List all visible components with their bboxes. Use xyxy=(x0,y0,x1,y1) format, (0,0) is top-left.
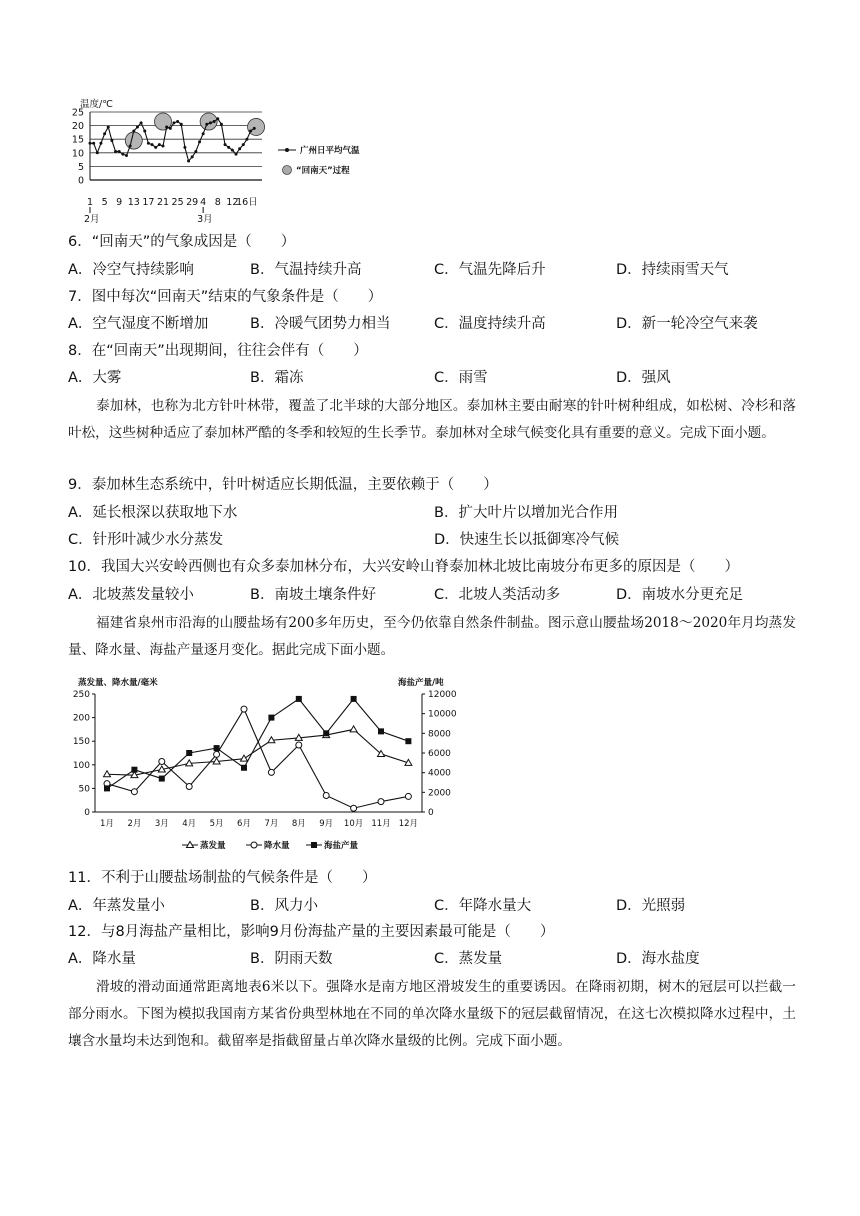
question-stem: 7．图中每次“回南天”结束的气象条件是（ ） xyxy=(68,289,383,305)
question-option-c[interactable]: C．雨雪 xyxy=(434,370,488,386)
temperature-point xyxy=(235,153,238,156)
legend-salt-output: 海盐产量 xyxy=(324,841,359,851)
temperature-axis-label: 温度/℃ xyxy=(80,99,113,110)
temperature-point xyxy=(143,130,146,133)
temperature-point xyxy=(154,146,157,149)
salt-output-point xyxy=(159,776,165,782)
month-tick-label: 6月 xyxy=(237,819,251,829)
temperature-point xyxy=(129,145,132,148)
question-option-b[interactable]: B．气温持续升高 xyxy=(250,262,362,278)
temperature-point xyxy=(147,142,150,145)
temperature-point xyxy=(176,120,179,123)
month-tick-label: 9月 xyxy=(319,819,334,829)
evaporation-point xyxy=(241,755,248,761)
temperature-point xyxy=(249,130,252,133)
question-option-a[interactable]: A．降水量 xyxy=(68,951,136,967)
left-tick-label: 250 xyxy=(72,690,90,700)
passage-salt-field: 福建省泉州市沿海的山腰盐场有200多年历史，至今仍依靠自然条件制盐。图示意山腰盐场2018～2020年月均蒸发量、降水量、海盐产量逐月变化。据此完成下面小题。 xyxy=(68,615,796,658)
question-option-c[interactable]: C．气温先降后升 xyxy=(434,262,546,278)
legend-evaporation: 蒸发量 xyxy=(200,841,226,851)
y-tick-label: 0 xyxy=(77,175,84,187)
x-tick-label: 4 xyxy=(200,197,207,208)
legend-huinantian-marker xyxy=(283,166,292,175)
temperature-point xyxy=(187,159,190,162)
month-tick-label: 2月 xyxy=(127,819,142,829)
temperature-line xyxy=(90,119,254,161)
passage-taiga: 泰加林，也称为北方针叶林带，覆盖了北半球的大部分地区。泰加林主要由耐寒的针叶树种组成，如松树、冷杉和落叶松，这些树种适应了泰加林严酷的冬季和较短的生长季节。泰加林对全球气候变化具有重要的意义。完成下面小题。 xyxy=(68,398,796,441)
temperature-point xyxy=(125,154,128,157)
question-10-option-a[interactable]: A．北坡蒸发量较小 xyxy=(68,587,194,603)
precipitation-point xyxy=(241,706,247,712)
temperature-point xyxy=(103,132,106,135)
month-tick-label: 8月 xyxy=(291,819,306,829)
temperature-point xyxy=(172,121,175,124)
precipitation-point xyxy=(186,784,192,790)
temperature-point xyxy=(220,123,223,126)
precipitation-point xyxy=(296,742,302,748)
left-tick-label: 150 xyxy=(72,737,90,748)
legend-guangzhou-temp: 广州日平均气温 xyxy=(300,146,360,156)
question-9-stem: 9．泰加林生态系统中，针叶树适应长期低温，主要依赖于（ ） xyxy=(68,477,498,493)
question-stem: 12．与8月海盐产量相比，影响9月份海盐产量的主要因素最可能是（ ） xyxy=(68,924,555,940)
precipitation-point xyxy=(351,805,357,811)
salt-output-point xyxy=(378,728,384,734)
month-tick-label: 3月 xyxy=(154,819,169,829)
temperature-point xyxy=(224,143,227,146)
temperature-point xyxy=(99,142,102,145)
month-tick-label: 10月 xyxy=(343,819,364,829)
legend-precipitation: 降水量 xyxy=(264,841,290,851)
x-tick-label: 8 xyxy=(214,197,221,208)
left-tick-label: 0 xyxy=(84,808,90,818)
passage-landslide: 滑坡的滑动面通常距离地表6米以下。强降水是南方地区滑坡发生的重要诱因。在降雨初期，树木的冠层可以拦截一部分雨水。下图为模拟我国南方某省份典型林地在不同的单次降水量级下的冠层截留情况，在这七次模拟降水过程中，土壤含水量均未达到饱和。截留率是指截留量占单次降水量级的比例。完成下面小题。 xyxy=(68,979,796,1049)
temperature-point xyxy=(191,155,194,158)
month-label: 2月 xyxy=(84,214,100,225)
question-10-stem: 10．我国大兴安岭西侧也有众多泰加林分布，大兴安岭山脊泰加林北坡比南坡分布更多的原因是（ ） xyxy=(68,559,739,575)
series-line-0 xyxy=(107,729,408,775)
month-tick-label: 5月 xyxy=(209,819,224,829)
question-stem: 11．不利于山腰盐场制盐的气候条件是（ ） xyxy=(68,870,377,886)
y-tick-label: 25 xyxy=(71,107,84,119)
salt-output-point xyxy=(268,715,274,721)
evaporation-point xyxy=(104,771,111,777)
month-tick-label: 7月 xyxy=(264,819,279,829)
question-option-a[interactable]: A．年蒸发量小 xyxy=(68,898,165,914)
question-option-a[interactable]: A．大雾 xyxy=(68,370,122,386)
temperature-point xyxy=(162,145,165,148)
left-tick-label: 200 xyxy=(72,713,90,724)
temperature-point xyxy=(183,146,186,149)
salt-output-point xyxy=(131,767,137,773)
question-option-a[interactable]: A．冷空气持续影响 xyxy=(68,262,194,278)
question-option-d[interactable]: D．强风 xyxy=(616,370,671,386)
month-tick-label: 1月 xyxy=(100,819,114,829)
temperature-point xyxy=(216,117,219,120)
temperature-point xyxy=(107,125,110,128)
question-option-d[interactable]: D．新一轮冷空气来袭 xyxy=(616,316,758,332)
temperature-point xyxy=(253,127,256,130)
left-tick-label: 100 xyxy=(72,760,90,771)
temperature-point xyxy=(96,151,99,154)
temperature-point xyxy=(121,153,124,156)
precipitation-point xyxy=(159,758,165,764)
temperature-point xyxy=(136,125,139,128)
y-tick-label: 15 xyxy=(71,134,84,146)
x-tick-label: 1 xyxy=(86,197,94,208)
salt-output-point xyxy=(104,785,110,791)
month-tick-label: 4月 xyxy=(182,819,197,829)
question-option-b[interactable]: B．阴雨天数 xyxy=(250,951,333,967)
temperature-point xyxy=(202,132,205,135)
y-tick-label: 5 xyxy=(77,161,84,173)
question-stem: 6．“回南天”的气象成因是（ ） xyxy=(68,234,296,250)
salt-output-point xyxy=(241,765,247,771)
precipitation-point xyxy=(405,793,411,799)
salt-output-point xyxy=(186,750,192,756)
y-tick-label: 10 xyxy=(71,148,84,160)
salt-field-chart xyxy=(66,672,476,856)
temperature-chart xyxy=(60,94,380,228)
precipitation-point xyxy=(323,792,329,798)
left-tick-label: 50 xyxy=(78,784,90,795)
x-tick-label: 13 xyxy=(127,197,140,208)
question-option-c[interactable]: C．温度持续升高 xyxy=(434,316,546,332)
temperature-point xyxy=(158,143,161,146)
temperature-point xyxy=(180,123,183,126)
x-tick-label: 21 xyxy=(156,197,170,208)
temperature-point xyxy=(238,147,241,150)
evaporation-point xyxy=(350,726,357,732)
right-tick-label: 12000 xyxy=(428,690,457,700)
right-tick-label: 4000 xyxy=(428,768,451,779)
temperature-point xyxy=(245,138,248,141)
salt-output-point xyxy=(323,730,329,736)
question-option-b[interactable]: B．冷暖气团势力相当 xyxy=(250,316,391,332)
question-10-option-b[interactable]: B．南坡土壤条件好 xyxy=(250,587,376,603)
question-stem: 8．在“回南天”出现期间，往往会伴有（ ） xyxy=(68,343,368,359)
temperature-point xyxy=(132,130,135,133)
series-line-2 xyxy=(107,699,408,788)
x-tick-label: 17 xyxy=(142,197,155,208)
temperature-point xyxy=(209,121,212,124)
question-10-option-d[interactable]: D．南坡水分更充足 xyxy=(616,587,744,603)
question-option-c[interactable]: C．年降水量大 xyxy=(434,898,532,914)
temperature-point xyxy=(194,150,197,153)
y-tick-label: 20 xyxy=(71,121,84,133)
precipitation-point xyxy=(378,799,384,805)
question-9-option-b[interactable]: B．扩大叶片以增加光合作用 xyxy=(434,505,618,521)
right-tick-label: 6000 xyxy=(428,749,451,759)
question-option-a[interactable]: A．空气湿度不断增加 xyxy=(68,316,209,332)
temperature-point xyxy=(231,149,234,152)
x-tick-label: 16日 xyxy=(236,197,258,208)
right-tick-label: 8000 xyxy=(428,729,451,740)
left-axis-label: 蒸发量、降水量/毫米 xyxy=(78,678,158,688)
temperature-point xyxy=(169,127,172,130)
right-tick-label: 0 xyxy=(428,808,434,818)
temperature-point xyxy=(89,142,92,145)
month-tick-label: 11月 xyxy=(371,819,391,829)
temperature-point xyxy=(92,142,95,145)
precipitation-point xyxy=(131,789,137,795)
question-9-option-a[interactable]: A．延长根深以获取地下水 xyxy=(68,505,238,521)
temperature-point xyxy=(227,146,230,149)
question-10-option-c[interactable]: C．北坡人类活动多 xyxy=(434,587,561,603)
question-option-d[interactable]: D．持续雨雪天气 xyxy=(616,262,729,278)
month-tick-label: 12月 xyxy=(398,819,419,829)
question-option-b[interactable]: B．霜冻 xyxy=(250,370,304,386)
x-tick-label: 12 xyxy=(226,197,239,208)
question-option-d[interactable]: D．光照弱 xyxy=(616,898,686,914)
temperature-point xyxy=(114,150,117,153)
temperature-point xyxy=(118,150,121,153)
question-option-d[interactable]: D．海水盐度 xyxy=(616,951,700,967)
month-label: 3月 xyxy=(197,214,213,225)
right-axis-label: 海盐产量/吨 xyxy=(398,678,444,688)
x-tick-label: 5 xyxy=(101,197,108,208)
question-option-c[interactable]: C．蒸发量 xyxy=(434,951,503,967)
temperature-point xyxy=(110,139,113,142)
question-option-b[interactable]: B．风力小 xyxy=(250,898,318,914)
series-line-1 xyxy=(107,709,408,808)
question-9-option-c[interactable]: C．针形叶减少水分蒸发 xyxy=(68,532,224,548)
right-tick-label: 10000 xyxy=(428,709,457,720)
salt-output-point xyxy=(214,745,220,751)
temperature-point xyxy=(213,120,216,123)
salt-output-point xyxy=(405,738,411,744)
temperature-point xyxy=(140,121,143,124)
question-9-option-d[interactable]: D．快速生长以抵御寒冷气候 xyxy=(434,532,620,548)
temperature-point xyxy=(165,125,168,128)
huinantian-circle xyxy=(125,132,142,149)
x-tick-label: 29 xyxy=(186,197,199,208)
temperature-point xyxy=(242,143,245,146)
salt-output-point xyxy=(296,696,302,702)
temperature-point xyxy=(198,140,201,143)
temperature-point xyxy=(205,123,208,126)
right-tick-label: 2000 xyxy=(428,788,451,799)
precipitation-point xyxy=(268,769,274,775)
temperature-point xyxy=(151,143,154,146)
x-tick-label: 25 xyxy=(171,197,184,208)
x-tick-label: 9 xyxy=(116,197,123,208)
precipitation-point xyxy=(214,751,220,757)
salt-output-point xyxy=(351,696,357,702)
legend-huinantian: “回南天”过程 xyxy=(296,166,350,176)
